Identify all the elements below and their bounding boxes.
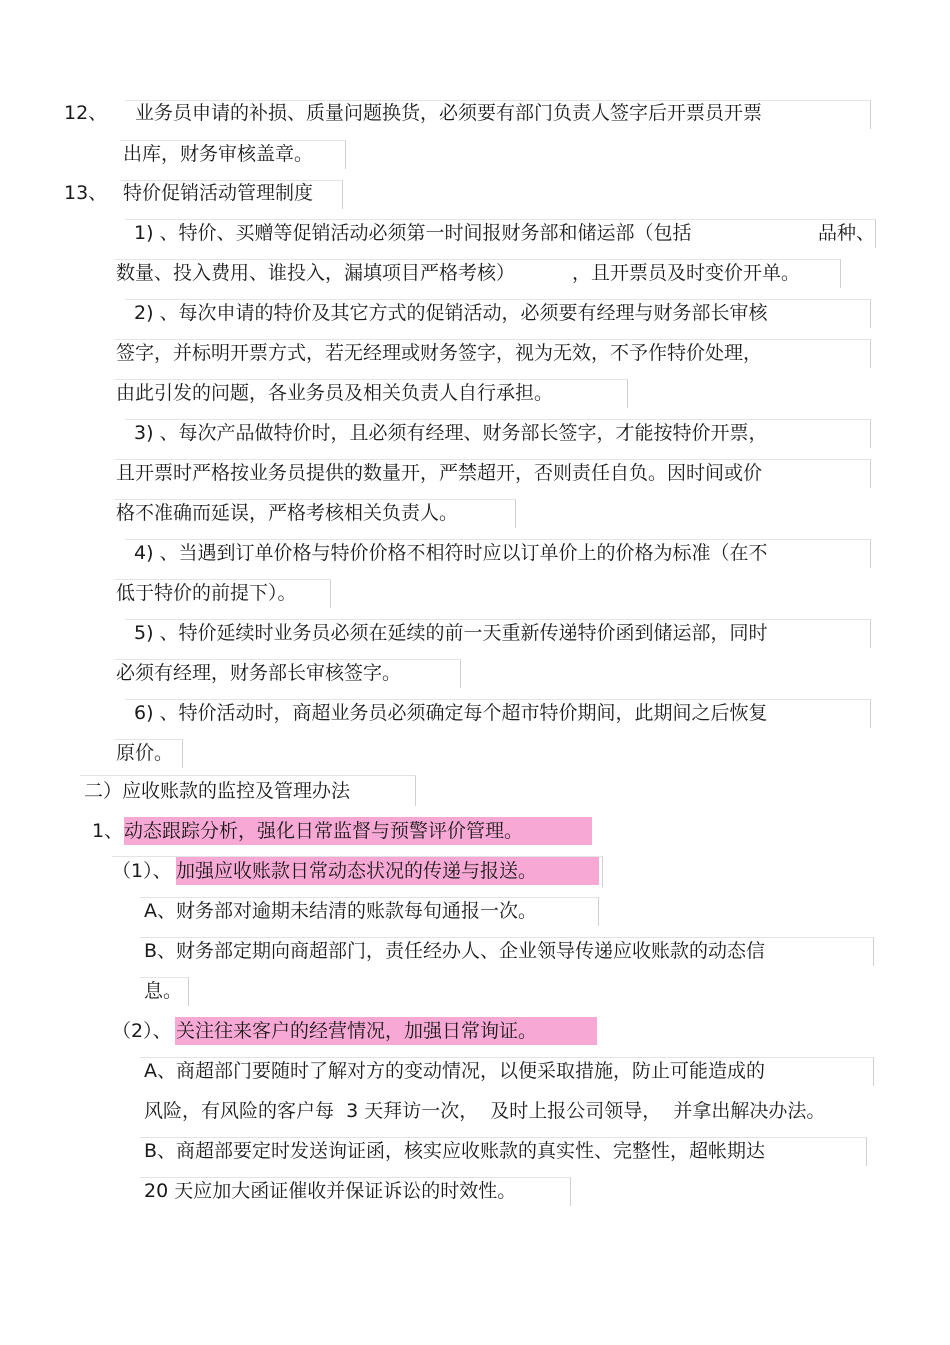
section-2-title: 二）应收账款的监控及管理办法: [84, 780, 351, 802]
item-13-title: 特价促销活动管理制度: [123, 182, 314, 204]
s1-2-b-line-2: 20 天应加大函证催收并保证诉讼的时效性。: [144, 1180, 517, 1202]
item-12-number: 12、: [64, 102, 108, 124]
s1-2-a-line-2: 风险，有风险的客户每 3 天拜访一次， 及时上报公司领导， 并拿出解决办法。: [144, 1100, 826, 1122]
p4-line-2: 低于特价的前提下）。: [116, 582, 297, 604]
p5-line-1: 5) 、特价延续时业务员必须在延续的前一天重新传递特价函到储运部，同时: [134, 622, 768, 644]
p5-line-2: 必须有经理，财务部长审核签字。: [116, 662, 402, 684]
s1-1-number: （1）、: [112, 860, 172, 882]
p4-line-1: 4) 、当遇到订单价格与特价价格不相符时应以订单价上的价格为标准（在不: [134, 542, 768, 564]
item-12-line-1: 业务员申请的补损、质量问题换货，必须要有部门负责人签字后开票员开票: [135, 102, 763, 124]
s1-1-b-line-1: B、财务部定期向商超部门，责任经办人、企业领导传递应收账款的动态信: [144, 940, 766, 962]
p1-line-2b: ，且开票员及时变价开单。: [572, 262, 801, 284]
p2-line-1: 2) 、每次申请的特价及其它方式的促销活动，必须要有经理与财务部长审核: [134, 302, 768, 324]
p1-line-2a: 数量、投入费用、谁投入，漏填项目严格考核）: [116, 262, 516, 284]
p6-line-2: 原价。: [116, 742, 174, 764]
s1-2-b-line-1: B、商超部要定时发送询证函，核实应收账款的真实性、完整性，超帐期达: [144, 1140, 766, 1162]
p1-line-1b: 品种、: [818, 222, 876, 244]
s1-2-text: 关注往来客户的经营情况，加强日常询证。: [176, 1020, 538, 1042]
s1-2-number: （2）、: [112, 1020, 172, 1042]
s1-1-b-line-2: 息。: [144, 980, 183, 1002]
s1-number: 1、: [92, 820, 124, 842]
p3-line-3: 格不准确而延误，严格考核相关负责人。: [116, 502, 459, 524]
item-13-number: 13、: [64, 182, 108, 204]
s1-2-a-line-1: A、商超部门要随时了解对方的变动情况，以便采取措施，防止可能造成的: [144, 1060, 765, 1082]
p6-line-1: 6) 、特价活动时，商超业务员必须确定每个超市特价期间，此期间之后恢复: [134, 702, 768, 724]
p3-line-2: 且开票时严格按业务员提供的数量开，严禁超开，否则责任自负。因时间或价: [116, 462, 763, 484]
p3-line-1: 3) 、每次产品做特价时，且必须有经理、财务部长签字，才能按特价开票，: [134, 422, 768, 444]
p2-line-3: 由此引发的问题，各业务员及相关负责人自行承担。: [116, 382, 554, 404]
item-12-line-2: 出库，财务审核盖章。: [123, 143, 314, 165]
p2-line-2: 签字，并标明开票方式，若无经理或财务签字，视为无效，不予作特价处理，: [116, 342, 763, 364]
s1-1-a: A、财务部对逾期未结清的账款每旬通报一次。: [144, 900, 537, 922]
s1-text: 动态跟踪分析，强化日常监督与预警评价管理。: [124, 820, 524, 842]
p1-line-1a: 1) 、特价、买赠等促销活动必须第一时间报财务部和储运部（包括: [134, 222, 692, 244]
s1-1-text: 加强应收账款日常动态状况的传递与报送。: [176, 860, 538, 882]
